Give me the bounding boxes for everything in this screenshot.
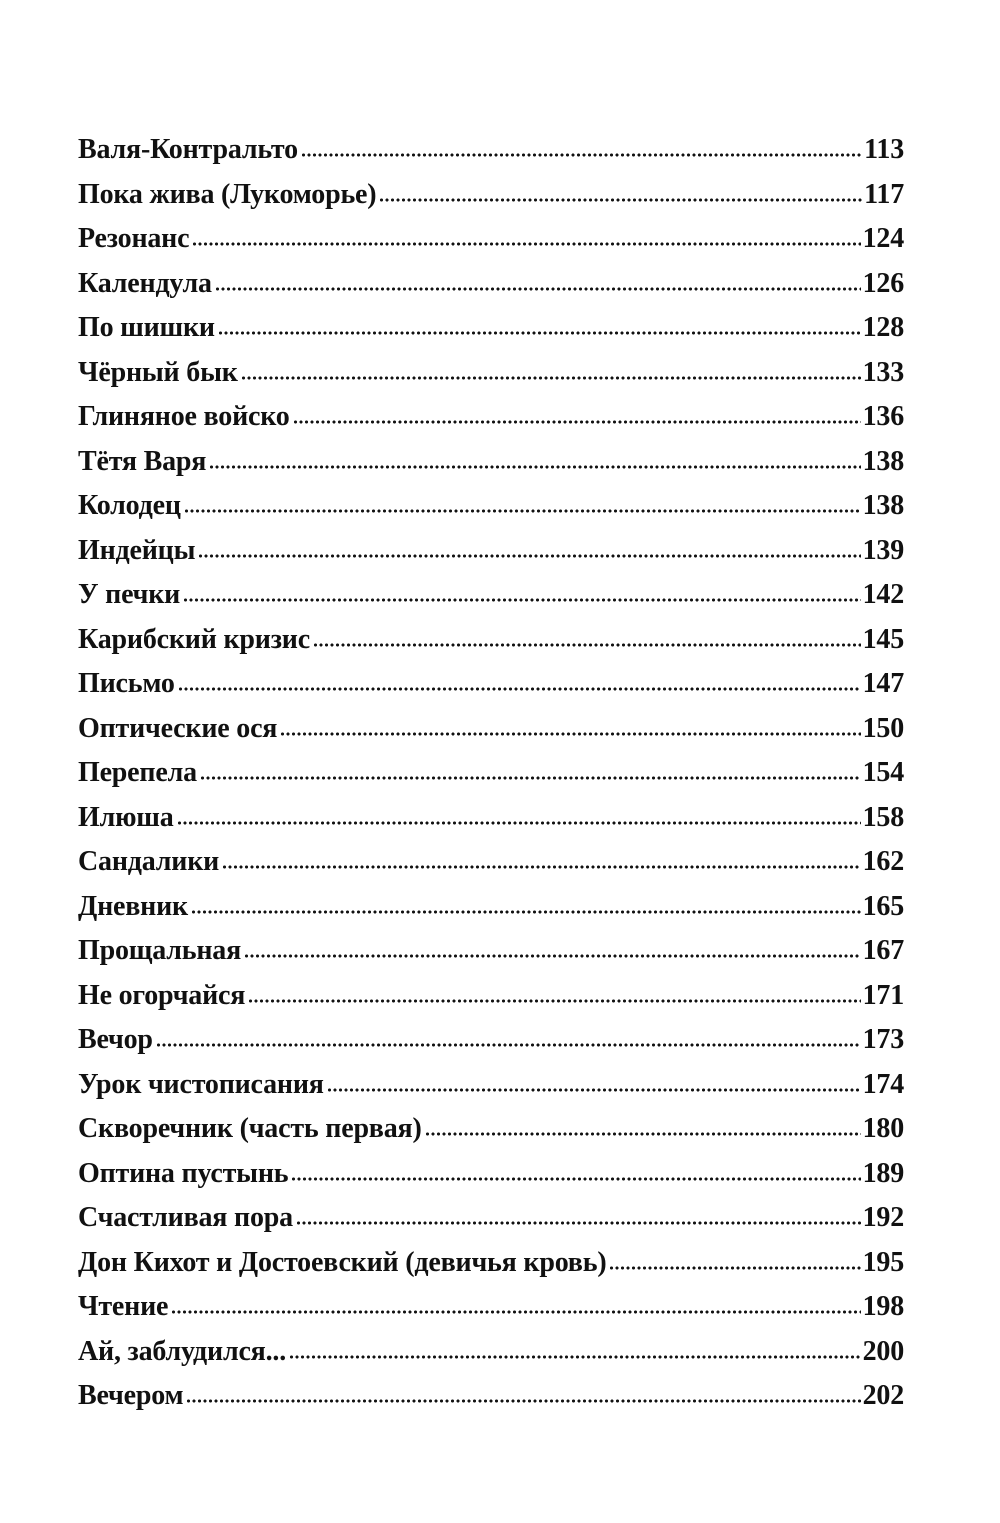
toc-entry-24 [78, 1152, 904, 1197]
toc-dot-leader [290, 1355, 861, 1359]
toc-entry-7 [78, 395, 904, 440]
toc-entry-6 [78, 351, 904, 396]
toc-entry-title: Письмо [78, 668, 175, 699]
toc-dot-leader [314, 643, 861, 647]
toc-entry-25 [78, 1196, 904, 1241]
toc-entry-title: Пока жива (Лукоморье) [78, 178, 377, 210]
toc-entry-page-number: 192 [862, 1202, 904, 1233]
toc-dot-leader [193, 242, 860, 246]
table-of-contents [78, 128, 904, 1419]
toc-dot-leader [172, 1310, 860, 1314]
toc-entry-13 [78, 662, 904, 707]
toc-entry-22 [78, 1063, 904, 1108]
toc-entry-title: Вечор [78, 1024, 153, 1055]
toc-entry-page-number: 162 [862, 846, 904, 877]
toc-entry-title: Сандалики [78, 846, 220, 877]
toc-entry-title: У печки [78, 579, 181, 610]
toc-entry-title: Календула [78, 267, 212, 299]
toc-entry-page-number: 165 [862, 890, 904, 922]
toc-entry-9 [78, 484, 904, 529]
toc-entry-14 [78, 707, 904, 752]
toc-dot-leader [426, 1132, 861, 1136]
toc-entry-page-number: 173 [862, 1024, 904, 1055]
toc-dot-leader [297, 1221, 861, 1225]
toc-entry-20 [78, 974, 904, 1019]
toc-entry-1 [78, 128, 904, 173]
toc-dot-leader [249, 999, 860, 1003]
toc-entry-5 [78, 306, 904, 351]
toc-entry-title: Валя-Контральто [78, 134, 298, 165]
toc-dot-leader [157, 1043, 861, 1047]
toc-entry-page-number: 154 [862, 757, 904, 788]
toc-entry-26 [78, 1241, 904, 1286]
toc-entry-27 [78, 1285, 904, 1330]
toc-entry-page-number: 189 [862, 1157, 904, 1189]
toc-entry-title: Чтение [78, 1291, 169, 1322]
toc-entry-page-number: 202 [862, 1380, 904, 1411]
toc-entry-page-number: 113 [864, 134, 904, 165]
toc-entry-page-number: 142 [862, 579, 904, 610]
toc-entry-page-number: 158 [862, 801, 904, 833]
toc-entry-8 [78, 440, 904, 485]
toc-entry-12 [78, 618, 904, 663]
toc-entry-29 [78, 1374, 904, 1419]
toc-dot-leader [380, 198, 862, 202]
toc-entry-page-number: 145 [862, 623, 904, 655]
toc-entry-page-number: 147 [862, 668, 904, 699]
toc-dot-leader [192, 910, 861, 914]
toc-entry-page-number: 138 [862, 490, 904, 521]
toc-entry-title: Дон Кихот и Достоевский (девичья кровь) [78, 1246, 607, 1278]
toc-dot-leader [610, 1266, 860, 1270]
toc-entry-2 [78, 173, 904, 218]
toc-entry-title: Прощальная [78, 935, 242, 966]
toc-entry-page-number: 180 [862, 1113, 904, 1144]
toc-entry-title: Индейцы [78, 534, 196, 566]
toc-entry-title: По шишки [78, 312, 215, 343]
toc-dot-leader [199, 554, 860, 558]
toc-entry-19 [78, 929, 904, 974]
toc-entry-title: Скворечник (часть первая) [78, 1113, 422, 1144]
toc-entry-4 [78, 262, 904, 307]
toc-entry-page-number: 200 [862, 1335, 904, 1367]
toc-entry-title: Резонанс [78, 223, 190, 254]
toc-entry-title: Урок чистописания [78, 1068, 324, 1100]
toc-dot-leader [302, 153, 862, 157]
toc-entry-15 [78, 751, 904, 796]
toc-entry-title: Колодец [78, 490, 181, 521]
toc-entry-title: Вечером [78, 1380, 184, 1411]
toc-entry-page-number: 126 [862, 267, 904, 299]
toc-entry-title: Илюша [78, 801, 174, 833]
toc-entry-title: Ай, заблудился... [78, 1335, 287, 1367]
toc-entry-10 [78, 529, 904, 574]
toc-entry-page-number: 138 [862, 445, 904, 477]
toc-entry-page-number: 117 [864, 178, 904, 210]
toc-entry-page-number: 195 [862, 1246, 904, 1278]
toc-entry-11 [78, 573, 904, 618]
toc-entry-title: Карибский кризис [78, 623, 310, 655]
toc-dot-leader [179, 687, 861, 691]
toc-dot-leader [185, 509, 861, 513]
toc-entry-title: Тётя Варя [78, 445, 207, 477]
toc-entry-18 [78, 885, 904, 930]
toc-entry-title: Оптина пустынь [78, 1157, 289, 1189]
toc-entry-title: Счастливая пора [78, 1202, 293, 1233]
toc-entry-21 [78, 1018, 904, 1063]
toc-dot-leader [201, 776, 861, 780]
toc-dot-leader [216, 287, 861, 291]
toc-entry-page-number: 133 [862, 356, 904, 388]
toc-dot-leader [242, 376, 861, 380]
toc-entry-page-number: 124 [862, 223, 904, 254]
toc-dot-leader [187, 1399, 860, 1403]
toc-entry-page-number: 174 [862, 1068, 904, 1100]
toc-dot-leader [219, 331, 861, 335]
toc-entry-17 [78, 840, 904, 885]
toc-entry-page-number: 150 [862, 712, 904, 744]
toc-entry-28 [78, 1330, 904, 1375]
toc-entry-title: Оптические ося [78, 712, 278, 744]
toc-dot-leader [328, 1088, 861, 1092]
toc-entry-page-number: 136 [862, 401, 904, 432]
toc-entry-title: Глиняное войско [78, 401, 290, 432]
toc-dot-leader [245, 954, 861, 958]
toc-dot-leader [223, 865, 861, 869]
toc-entry-16 [78, 796, 904, 841]
toc-dot-leader [178, 821, 861, 825]
toc-entry-page-number: 171 [862, 979, 904, 1011]
toc-entry-page-number: 167 [862, 935, 904, 966]
toc-entry-page-number: 139 [862, 534, 904, 566]
toc-entry-23 [78, 1107, 904, 1152]
toc-entry-3 [78, 217, 904, 262]
toc-dot-leader [184, 598, 861, 602]
toc-dot-leader [294, 420, 861, 424]
toc-dot-leader [281, 732, 860, 736]
toc-entry-title: Чёрный бык [78, 356, 238, 388]
toc-entry-title: Перепела [78, 757, 197, 788]
toc-entry-title: Дневник [78, 890, 188, 922]
toc-entry-title: Не огорчайся [78, 979, 246, 1011]
toc-dot-leader [210, 465, 860, 469]
toc-entry-page-number: 198 [862, 1291, 904, 1322]
toc-entry-page-number: 128 [862, 312, 904, 343]
toc-dot-leader [292, 1177, 860, 1181]
